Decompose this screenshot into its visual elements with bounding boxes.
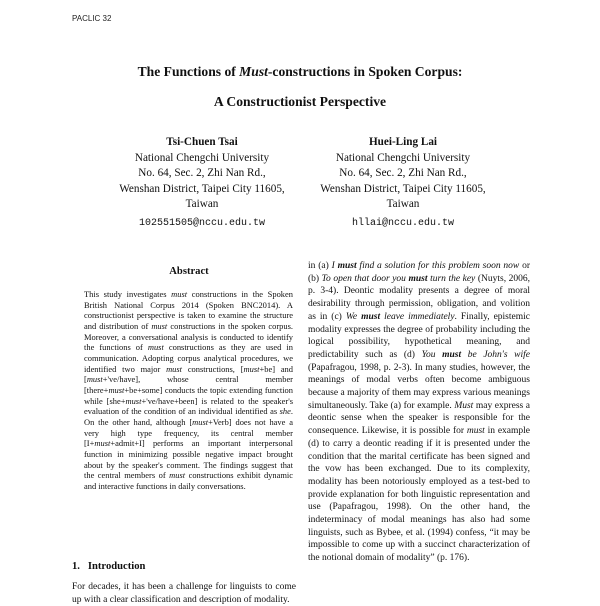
- author-block-2: [283, 135, 523, 231]
- title-prefix: The Functions of: [137, 64, 240, 79]
- abstract-heading: Abstract: [169, 266, 209, 277]
- text-run: constructions, [: [182, 363, 244, 374]
- text-run: must: [171, 289, 188, 299]
- text-run: +be+some] conducts the topic extending function while [she+: [84, 384, 293, 406]
- text-run: in example (d) to carry a deontic reading if it is presented under the condition that the marital certificate has been signed and the vow has been exchanged. Due to its complexity, modality has been notoriously employed as a test-bed to provide explanation for both linguistic representation and use (Papafragou, 1998). On the other hand, the indeterminacy of modal meanings has also had some linguists, such as Bybee, et al. (1994) confess, “it may be impossible to come up with a succinct characterization of the notional domain of modality” (p. 176).: [308, 426, 530, 564]
- author-email[interactable]: 102551505@nccu.edu.tw: [138, 217, 266, 229]
- text-run: may express a deontic sense when the speaker is responsible for the consequence. Likewise, it is possible for: [308, 400, 530, 437]
- abstract-body: [84, 289, 293, 491]
- text-run: turn the key: [427, 273, 476, 284]
- right-column-body: [308, 260, 530, 565]
- text-run: must: [408, 273, 428, 284]
- text-run: (Papafragou, 1998, p. 2-3). In many studies, however, the meanings of modal verbs often become ambiguous because a majority of them may express various meanings simultaneously. Take (a) for example.: [308, 362, 530, 411]
- text-run: leave immediately: [380, 311, 455, 322]
- author-country: Taiwan: [386, 198, 420, 210]
- text-run: You: [421, 349, 443, 360]
- paper-title-line-2: A Constructionist Perspective: [213, 94, 387, 109]
- paper-title-line-1: [0, 64, 600, 80]
- text-run: she: [279, 406, 291, 417]
- text-run: find a solution for this problem soon now: [356, 261, 520, 271]
- text-run: must: [243, 363, 260, 374]
- running-header: PACLIC 32: [72, 14, 112, 23]
- text-run: must: [151, 320, 168, 331]
- author-address-line: Wenshan District, Taipei City 11605,: [119, 182, 285, 195]
- text-run: must: [361, 311, 381, 322]
- text-run: must: [442, 349, 462, 360]
- text-run: +be] and [: [84, 363, 293, 385]
- text-run: +'ve/have], whose central member [there+: [84, 374, 293, 395]
- author-name: Tsi-Chuen Tsai: [166, 136, 238, 148]
- text-run: must: [337, 261, 357, 271]
- text-run: must: [94, 438, 111, 449]
- author-address-line: No. 64, Sec. 2, Zhi Nan Rd.,: [339, 167, 467, 179]
- title-suffix: -constructions in Spoken Corpus:: [267, 64, 463, 79]
- text-run: . On the other hand, although [: [84, 406, 293, 427]
- text-run: in (a): [308, 261, 332, 271]
- introduction-body: For decades, it has been a challenge for linguists to come up with a clear classification and description of modality.: [72, 582, 296, 605]
- text-run: +Verb] does not have a very high type frequency, its central member [I+: [84, 416, 294, 449]
- author-address-line: No. 64, Sec. 2, Zhi Nan Rd.,: [138, 167, 266, 179]
- text-run: . Finally, epistemic modality expresses the degree of probability including the logical possibility, hypothetical meaning, and predictability such as (d): [308, 311, 530, 360]
- text-run: must: [166, 363, 183, 374]
- title-emphasis: Must: [239, 64, 268, 79]
- section-heading-introduction: 1. Introduction: [72, 561, 146, 572]
- text-run: constructions in the Spoken British National Corpus 2014 (Spoken BNC2014). A constructionist perspective is taken to examine the structure and distribution of: [84, 289, 293, 331]
- text-run: constructions as they are used in communication. Adopting corpus analytical procedures, we identified two major: [84, 342, 293, 374]
- text-run: +'ve/have+been] is related to the speaker's evaluation of the condition of an individual identified as: [84, 395, 294, 417]
- text-run: (Nuyts, 2006, p. 3-4). Deontic modality presents a degree of moral desirability through permission, obligation, and volition as in (c): [308, 273, 531, 322]
- text-run: To open that door you: [321, 273, 409, 284]
- author-affiliation: National Chengchi University: [134, 151, 270, 164]
- text-run: must: [86, 374, 103, 385]
- text-run: We: [345, 311, 362, 322]
- text-run: be John's wife: [461, 349, 530, 360]
- text-run: constructions in the spoken corpus. Moreover, a conversational analysis is conducted to identify the functions of: [84, 320, 293, 353]
- text-run: Must: [454, 400, 474, 411]
- author-affiliation: National Chengchi University: [335, 151, 471, 164]
- author-address-line: Wenshan District, Taipei City 11605,: [320, 182, 486, 195]
- author-email[interactable]: hllai@nccu.edu.tw: [351, 217, 455, 229]
- text-run: constructions exhibit dynamic and interactive functions in daily conversations.: [84, 470, 294, 491]
- text-run: must: [125, 395, 142, 406]
- text-run: must: [192, 416, 209, 427]
- text-run: must: [466, 426, 485, 437]
- author-country: Taiwan: [185, 198, 219, 210]
- text-run: This study investigates: [84, 289, 172, 299]
- text-run: or (b): [308, 261, 531, 284]
- text-run: must: [108, 384, 125, 395]
- text-run: +admit+I] performs an important interpersonal function in minimizing possible negative impact brought about by the speaker's comment. The findings suggest that the central members of: [84, 438, 293, 481]
- text-run: must: [147, 342, 164, 353]
- text-run: I: [331, 261, 338, 271]
- author-name: Huei-Ling Lai: [368, 136, 438, 148]
- text-run: must: [169, 470, 186, 481]
